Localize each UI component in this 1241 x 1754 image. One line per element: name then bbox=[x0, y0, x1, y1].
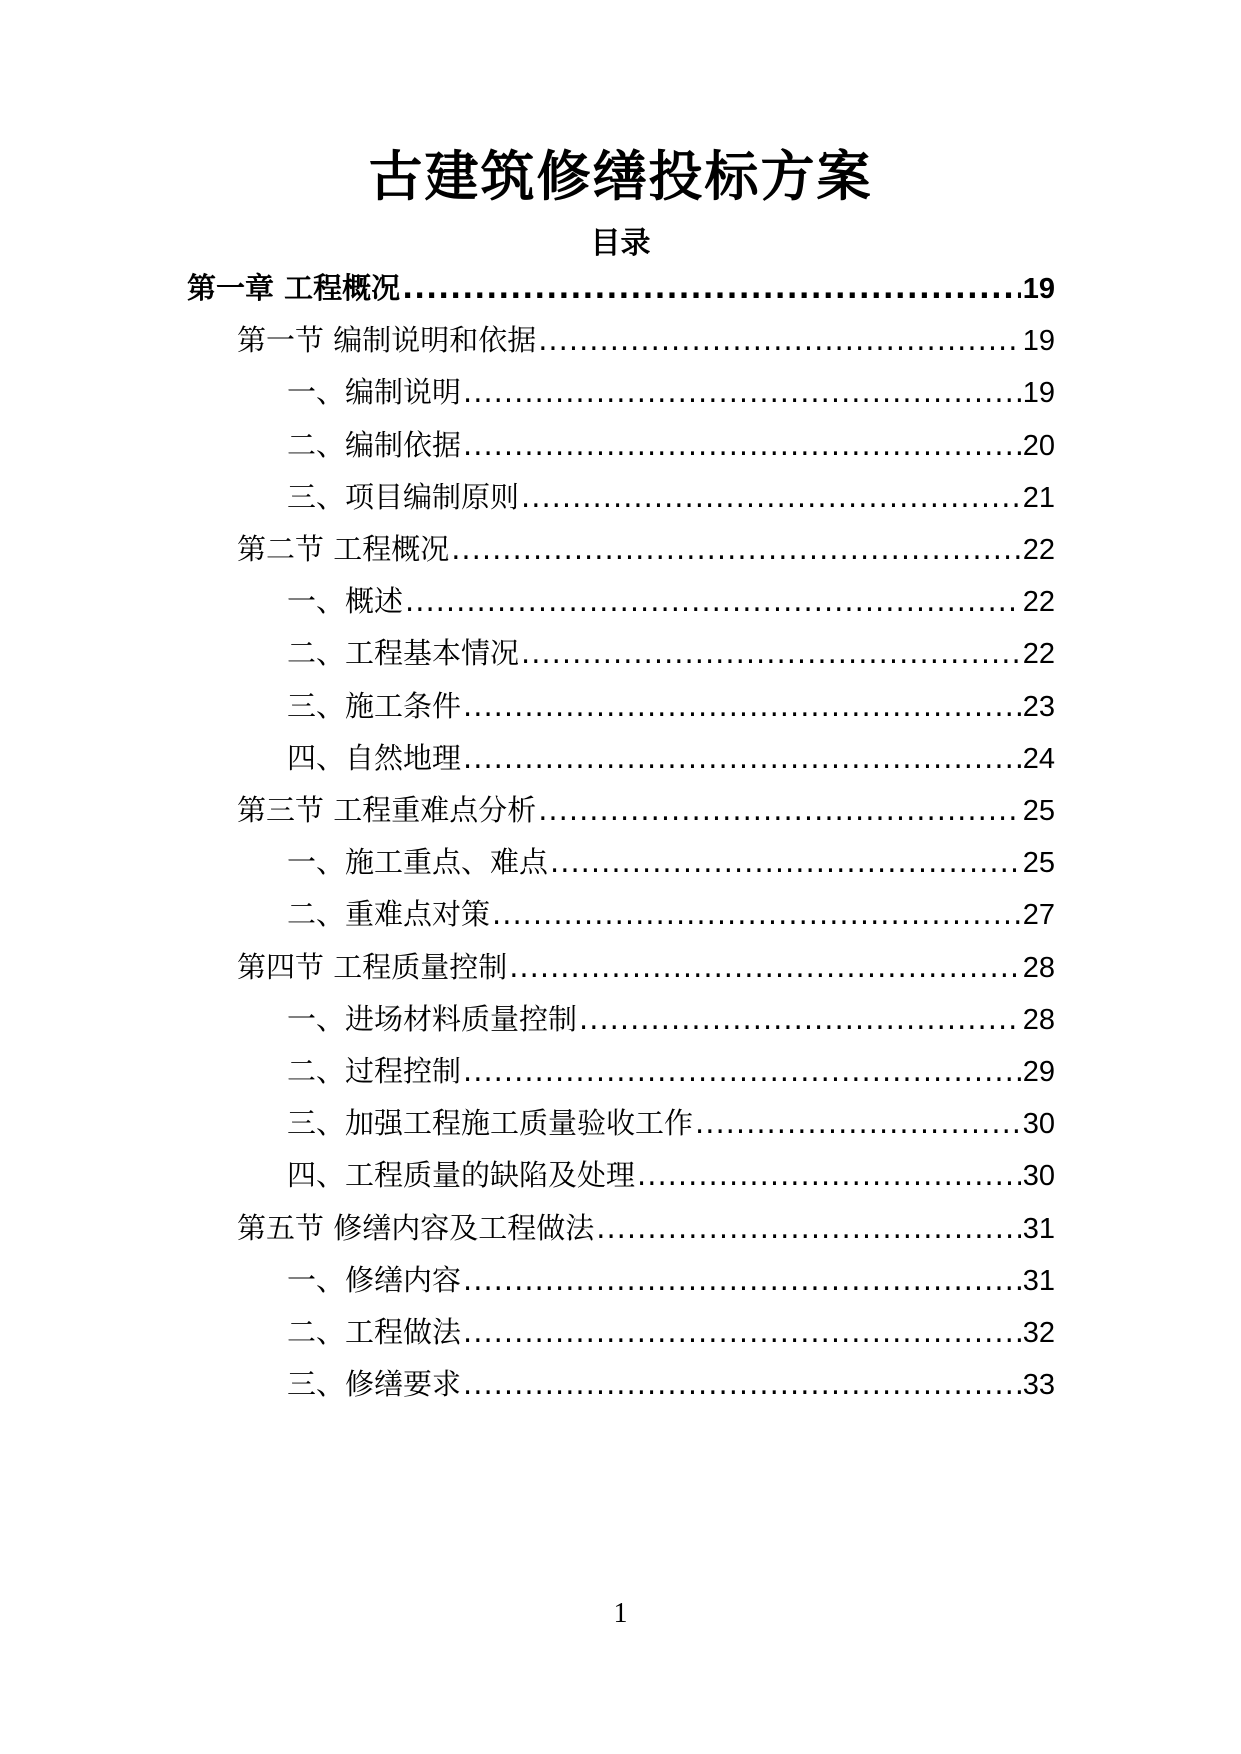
toc-entry-page: 30 bbox=[1022, 1108, 1055, 1141]
toc-entry[interactable] bbox=[287, 372, 1055, 412]
toc-entry-page: 23 bbox=[1022, 690, 1055, 723]
toc-entry-title: 二、工程做法 bbox=[287, 1315, 462, 1349]
toc-entry-page: 31 bbox=[1022, 1264, 1055, 1297]
document-title: 古建筑修缮投标方案 bbox=[368, 145, 873, 208]
toc-dot-leader bbox=[402, 268, 1021, 308]
toc-entry-title: 一、概述 bbox=[287, 584, 404, 619]
toc-entry-title: 第一章 工程概况 bbox=[187, 271, 401, 305]
toc-entry-title: 二、过程控制 bbox=[287, 1054, 462, 1088]
toc-dot-leader bbox=[463, 1051, 1021, 1091]
toc-entry[interactable] bbox=[287, 999, 1055, 1039]
toc-entry-title: 一、施工重点、难点 bbox=[287, 845, 549, 880]
toc-dot-leader bbox=[463, 1260, 1021, 1300]
toc-dot-leader bbox=[463, 425, 1021, 465]
toc-dot-leader bbox=[463, 1364, 1021, 1404]
toc-entry[interactable] bbox=[237, 320, 1055, 360]
toc-entry[interactable] bbox=[287, 894, 1055, 934]
toc-entry-title: 一、修缮内容 bbox=[287, 1262, 462, 1297]
toc-entry-title: 三、项目编制原则 bbox=[287, 479, 520, 514]
toc-entry-page: 33 bbox=[1022, 1369, 1055, 1402]
toc-entry-page: 28 bbox=[1022, 1003, 1055, 1036]
toc-entry[interactable] bbox=[237, 947, 1055, 987]
toc-dot-leader bbox=[695, 1103, 1021, 1143]
toc-entry-title: 二、编制依据 bbox=[287, 427, 462, 462]
toc-dot-leader bbox=[463, 686, 1021, 726]
toc-entry-page: 19 bbox=[1022, 273, 1055, 305]
toc-entry-page: 19 bbox=[1022, 325, 1055, 358]
toc-entry[interactable] bbox=[287, 1260, 1055, 1300]
toc-entry-title: 一、编制说明 bbox=[287, 375, 462, 410]
toc-entry-page: 21 bbox=[1022, 481, 1055, 514]
toc-entry[interactable] bbox=[287, 1103, 1055, 1143]
toc-entry-page: 25 bbox=[1022, 847, 1055, 880]
toc-dot-leader bbox=[538, 790, 1021, 830]
toc-entry-title: 二、重难点对策 bbox=[287, 897, 491, 932]
toc-entry[interactable] bbox=[287, 1312, 1055, 1352]
toc-entry-title: 一、进场材料质量控制 bbox=[287, 1001, 578, 1036]
toc-dot-leader bbox=[463, 1312, 1021, 1352]
toc-dot-leader bbox=[521, 477, 1021, 517]
toc-entry[interactable] bbox=[287, 1364, 1055, 1404]
toc-entry-page: 31 bbox=[1022, 1212, 1055, 1245]
toc-entry[interactable] bbox=[287, 1155, 1055, 1195]
toc-entry[interactable] bbox=[287, 738, 1055, 778]
toc-entry-title: 三、加强工程施工质量验收工作 bbox=[287, 1106, 694, 1141]
toc-entry-page: 22 bbox=[1022, 638, 1055, 671]
toc-dot-leader bbox=[550, 842, 1021, 882]
toc-dot-leader bbox=[509, 947, 1021, 987]
toc-entry-page: 22 bbox=[1022, 534, 1055, 566]
toc-entry[interactable] bbox=[287, 842, 1055, 882]
toc-dot-leader bbox=[637, 1155, 1021, 1195]
toc-entry-title: 二、工程基本情况 bbox=[287, 636, 520, 671]
toc-entry-page: 24 bbox=[1022, 742, 1055, 775]
toc-entry-title: 第五节 修缮内容及工程做法 bbox=[237, 1210, 595, 1245]
toc-dot-leader bbox=[463, 372, 1021, 412]
toc-entry-page: 20 bbox=[1022, 429, 1055, 462]
toc-entry-title: 第一节 编制说明和依据 bbox=[237, 323, 537, 358]
toc-entry[interactable] bbox=[237, 529, 1055, 569]
toc-entry-page: 32 bbox=[1022, 1317, 1055, 1349]
toc-entry[interactable] bbox=[287, 686, 1055, 726]
page-number: 1 bbox=[613, 1598, 628, 1629]
toc-entry-title: 四、自然地理 bbox=[287, 740, 462, 775]
toc-entry[interactable] bbox=[237, 1208, 1055, 1248]
toc-entry-title: 三、施工条件 bbox=[287, 688, 462, 723]
toc-entry-title: 四、工程质量的缺陷及处理 bbox=[287, 1158, 636, 1193]
toc-entry[interactable] bbox=[287, 633, 1055, 673]
toc-entry-title: 第四节 工程质量控制 bbox=[237, 949, 508, 984]
toc-dot-leader bbox=[463, 738, 1021, 778]
toc-entry[interactable] bbox=[287, 581, 1055, 621]
toc-dot-leader bbox=[538, 320, 1021, 360]
toc-dot-leader bbox=[596, 1208, 1021, 1248]
toc-entry-page: 30 bbox=[1022, 1160, 1055, 1193]
toc-entry[interactable] bbox=[287, 1051, 1055, 1091]
toc-heading: 目录 bbox=[590, 226, 651, 261]
toc-entry-page: 29 bbox=[1022, 1056, 1055, 1088]
toc-entry[interactable] bbox=[287, 477, 1055, 517]
toc-entry-page: 19 bbox=[1022, 377, 1055, 410]
toc-entry[interactable] bbox=[237, 790, 1055, 830]
toc-dot-leader bbox=[405, 581, 1021, 621]
toc-dot-leader bbox=[521, 633, 1021, 673]
toc-dot-leader bbox=[451, 529, 1021, 569]
toc-entry-page: 28 bbox=[1022, 951, 1055, 984]
toc-entry[interactable] bbox=[287, 425, 1055, 465]
toc-entry-title: 第二节 工程概况 bbox=[237, 532, 450, 566]
toc-dot-leader bbox=[492, 894, 1021, 934]
toc-entry-title: 第三节 工程重难点分析 bbox=[237, 793, 537, 827]
toc-entry[interactable] bbox=[187, 268, 1055, 308]
toc-entry-title: 三、修缮要求 bbox=[287, 1367, 462, 1402]
toc-entry-page: 25 bbox=[1022, 795, 1055, 827]
toc-dot-leader bbox=[579, 999, 1021, 1039]
toc-entry-page: 27 bbox=[1022, 899, 1055, 932]
toc-entry-page: 22 bbox=[1022, 586, 1055, 619]
